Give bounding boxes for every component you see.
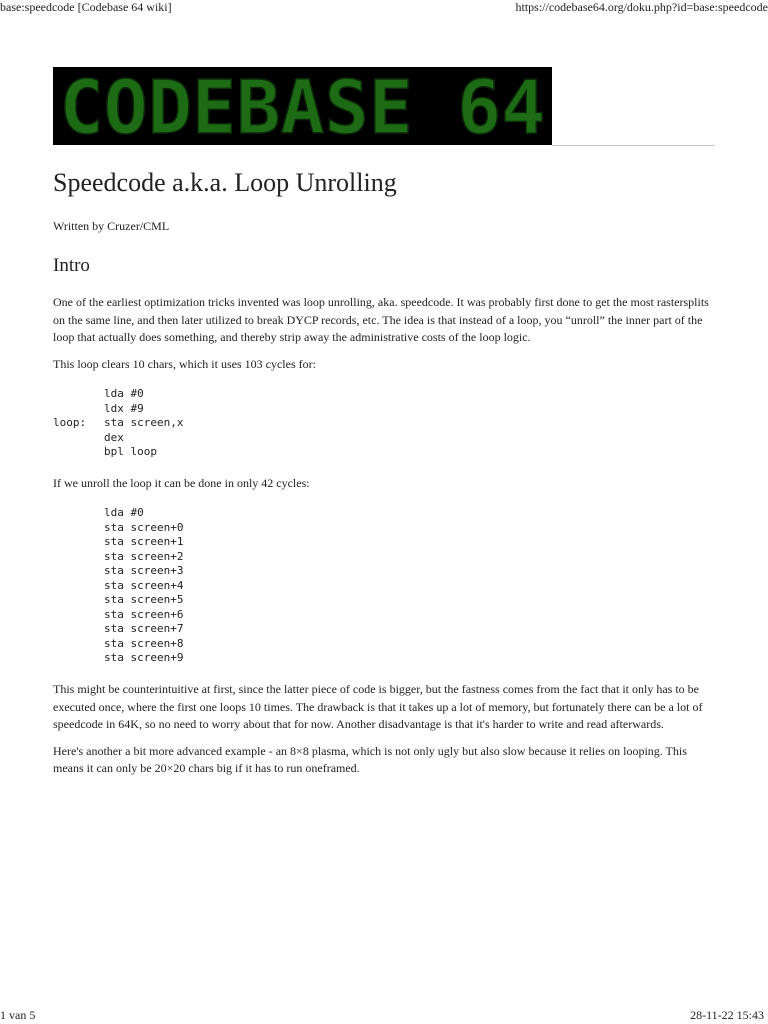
site-logo-banner[interactable]	[53, 67, 715, 147]
code-line: sta screen+6	[104, 607, 184, 621]
paragraph-loop-cycles: This loop clears 10 chars, which it uses 103 cycles for:	[53, 356, 316, 371]
code-line: sta screen+9	[104, 651, 184, 665]
code-line: ldx #9	[104, 401, 144, 415]
code-line: bpl loop	[104, 445, 157, 459]
page-title: Speedcode a.k.a. Loop Unrolling	[53, 168, 397, 197]
code-line: sta screen+2	[104, 549, 184, 563]
codebase64-logo-graphic	[53, 67, 552, 145]
code-line: sta screen+0	[104, 520, 184, 534]
page-content	[53, 166, 715, 778]
author-line: Written by Cruzer/CML	[53, 219, 170, 233]
page-number: 1 van 5	[0, 1008, 36, 1022]
code-block-loop	[53, 387, 715, 460]
header-rule	[552, 145, 715, 146]
code-line: dex	[104, 430, 124, 444]
code-line: sta screen+1	[104, 535, 184, 549]
print-header-title: base:speedcode [Codebase 64 wiki]	[0, 0, 172, 14]
code-line: sta screen+8	[104, 636, 184, 650]
code-line: sta screen+5	[104, 593, 184, 607]
code-line: lda #0	[104, 387, 144, 401]
code-block-unrolled	[53, 506, 715, 666]
code-line: sta screen+4	[104, 578, 184, 592]
section-heading-intro: Intro	[53, 255, 90, 276]
paragraph-tradeoffs: This might be counterintuitive at first, since the latter piece of code is bigger, but the fastness comes from the fact that it only has to be executed once, where the first one loops 10 times. The drawback is that it takes up a lot of memory, but fortunately there can be a lot of speedcode in 64K, so no need to worry about that for now. Another disadvantage is that it's harder to write and read afterwards.	[53, 681, 703, 732]
paragraph-unrolled-cycles: If we unroll the loop it can be done in only 42 cycles:	[53, 475, 310, 490]
code-line: sta screen+3	[104, 564, 184, 578]
paragraph-intro: One of the earliest optimization tricks invented was loop unrolling, aka. speedcode. It was probably first done to get the most rastersplits on the same line, and then later utilized to break DYCP records, etc. The idea is that instead of a loop, you “unroll” the inner part of the loop that actually does something, and thereby strip away the administrative costs of the loop logic.	[53, 295, 709, 345]
code-line: sta screen+7	[104, 622, 184, 636]
paragraph-plasma-example: Here's another a bit more advanced example - an 8×8 plasma, which is not only ugly but also slow because it relies on looping. This means it can only be 20×20 chars big if it has to run oneframed.	[53, 743, 687, 776]
print-header-url: https://codebase64.org/doku.php?id=base:speedcode	[515, 0, 768, 14]
svg-text:CODEBASE 64: CODEBASE 64	[59, 67, 546, 145]
print-footer	[0, 1008, 768, 1024]
print-timestamp: 28-11-22 15:43	[690, 1008, 764, 1022]
codebase64-logo[interactable]	[53, 67, 552, 145]
code-line: lda #0	[104, 506, 144, 520]
code-line: loop: sta screen,x	[53, 416, 184, 430]
print-header	[0, 0, 768, 16]
